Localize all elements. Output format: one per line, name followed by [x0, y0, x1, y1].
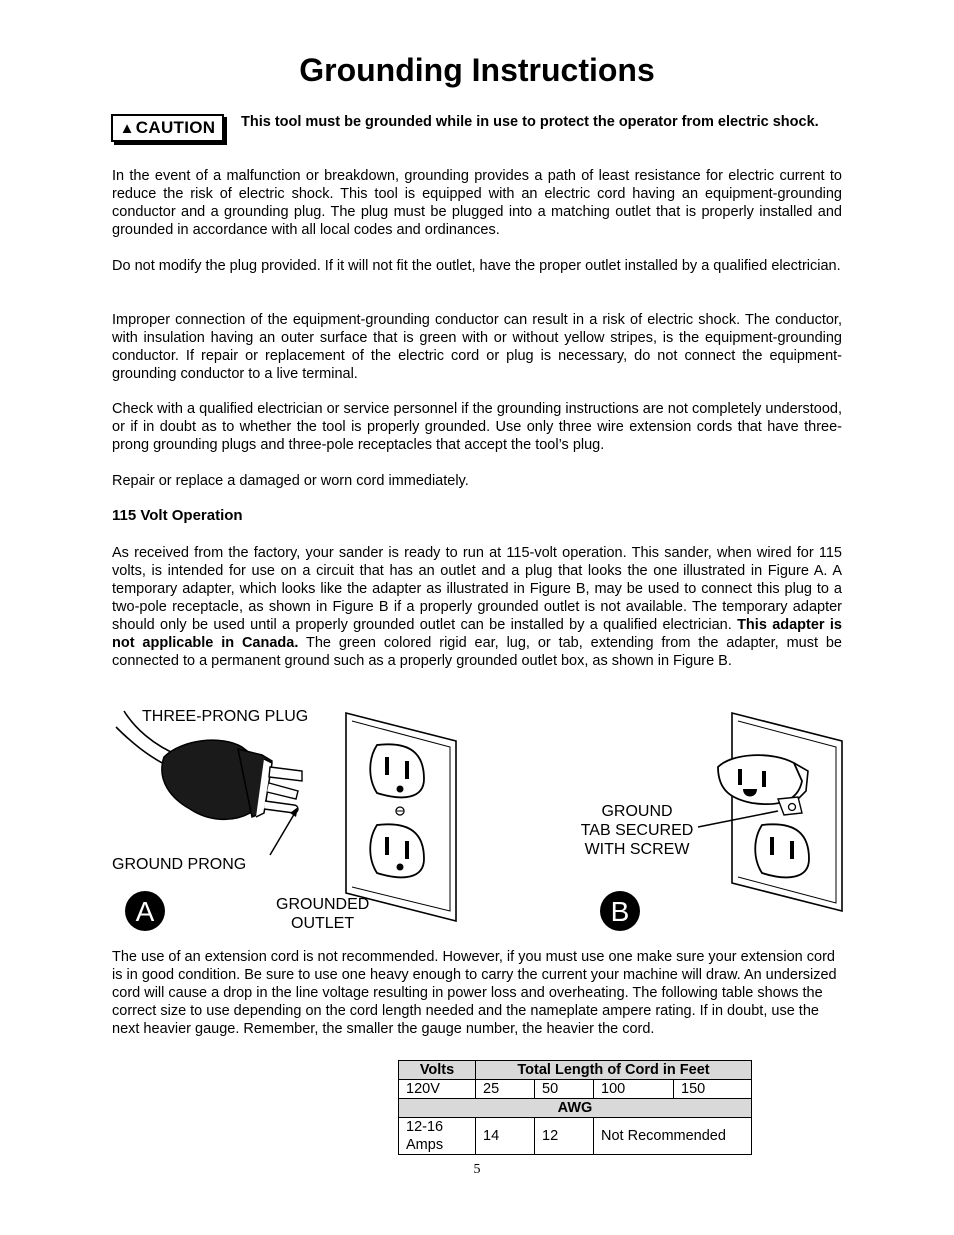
- figure-a-letter: A: [135, 896, 155, 927]
- para-text-before: As received from the factory, your sander is ready to run at 115-volt operation. This sander, when wired for 115 volts, is intended for use on a circuit that has an outlet and a plug that looks the one illustrated in Figure A. A temporary adapter, which looks like the adapter as illustrated in Figure B, may be used to connect this plug to a two-pole receptacle, as shown in Figure B if a properly grounded outlet is not available. The temporary adapter should only be used until a properly grounded outlet can be installed by a qualified electrician.: [112, 545, 842, 633]
- page-number: 5: [473, 1162, 481, 1177]
- header-cord-length: Total Length of Cord in Feet: [476, 1061, 752, 1080]
- grounded-outlet-label-1: GROUNDED: [276, 896, 370, 913]
- ground-tab-label-3: WITH SCREW: [584, 841, 690, 858]
- warning-triangle-icon: ▲: [119, 119, 135, 137]
- table-cell: 150: [674, 1080, 752, 1099]
- ground-prong-arrow: [270, 811, 296, 855]
- three-prong-plug-drawing: [162, 740, 302, 819]
- para-text-after: The green colored rigid ear, lug, or tab, extending from the adapter, must be connected to a permanent ground such as a properly grounded outlet box, as shown in Figure B.: [112, 635, 842, 669]
- table-cell: Not Recommended: [594, 1118, 752, 1155]
- header-volts: Volts: [399, 1061, 476, 1080]
- table-cell: 100: [594, 1080, 674, 1099]
- three-prong-plug-label: THREE-PRONG PLUG: [142, 708, 309, 725]
- caution-badge: [111, 114, 224, 142]
- paragraph-115-volt: [112, 544, 842, 670]
- section-heading: 115 Volt Operation: [112, 507, 243, 524]
- table-cell: 25: [476, 1080, 535, 1099]
- plug-figures: [112, 705, 847, 945]
- paragraph-repair-cord: Repair or replace a damaged or worn cord immediately.: [112, 473, 469, 489]
- paragraph-modify-plug: Do not modify the plug provided. If it will not fit the outlet, have the proper outlet installed by a qualified electrician.: [112, 258, 841, 274]
- figure-b-letter: B: [610, 896, 630, 927]
- table-row: [399, 1118, 752, 1155]
- header-awg: AWG: [399, 1099, 752, 1118]
- ground-tab-label-1: GROUND: [601, 803, 673, 820]
- ground-tab-label-2: TAB SECURED: [580, 822, 694, 839]
- table-cell: 50: [535, 1080, 594, 1099]
- cord-gauge-table: [398, 1060, 752, 1155]
- table-cell: 14: [476, 1118, 535, 1155]
- grounded-outlet-label-2: OUTLET: [291, 915, 355, 932]
- table-row: [399, 1099, 752, 1118]
- adapter-outlet-drawing: [718, 713, 842, 911]
- amps-unit: Amps: [406, 1137, 444, 1153]
- table-cell-amps: [399, 1118, 476, 1155]
- grounded-outlet-drawing: [346, 713, 456, 921]
- paragraph-check-electrician: Check with a qualified electrician or service personnel if the grounding instructions are not completely understood, or if in doubt as to whether the tool is properly grounded. Use only three wire extension cords that have three-prong grounding plugs and three-pole receptacles that accept the tool’s plug.: [112, 401, 842, 453]
- table-header-row: [399, 1061, 752, 1080]
- paragraph-extension-cord: The use of an extension cord is not recommended. However, if you must use one make sure your extension cord is in good condition. Be sure to use one heavy enough to carry the current your machine will draw. An undersized cord will cause a drop in the line voltage resulting in power loss and overheating. The following table shows the correct size to use depending on the cord length needed and the nameplate ampere rating. If in doubt, use the next heavier gauge. Remember, the smaller the gauge number, the heavier the cord.: [112, 949, 837, 1037]
- caution-text: This tool must be grounded while in use to protect the operator from electric shock.: [241, 114, 819, 130]
- ground-prong-label: GROUND PRONG: [112, 856, 247, 873]
- page-title: Grounding Instructions: [299, 52, 655, 88]
- table-cell: 12: [535, 1118, 594, 1155]
- table-cell: 120V: [399, 1080, 476, 1099]
- caution-label: CAUTION: [135, 118, 216, 137]
- paragraph-improper-connection: Improper connection of the equipment-grounding conductor can result in a risk of electric shock. The conductor, with insulation having an outer surface that is green with or without yellow stripes, is the equipment-grounding conductor. If repair or replacement of the electric cord or plug is necessary, do not connect the equipment-grounding conductor to a live terminal.: [112, 312, 842, 382]
- table-row: [399, 1080, 752, 1099]
- amps-value: 12-16: [406, 1119, 444, 1135]
- paragraph-malfunction: In the event of a malfunction or breakdown, grounding provides a path of least resistance for electric current to reduce the risk of electric shock. This tool is equipped with an electric cord having an equipment-grounding conductor and a grounding plug. The plug must be plugged into a matching outlet that is properly installed and grounded in accordance with all local codes and ordinances.: [112, 168, 842, 238]
- canada-warning: This adapter is not applicable in Canada.: [112, 617, 842, 651]
